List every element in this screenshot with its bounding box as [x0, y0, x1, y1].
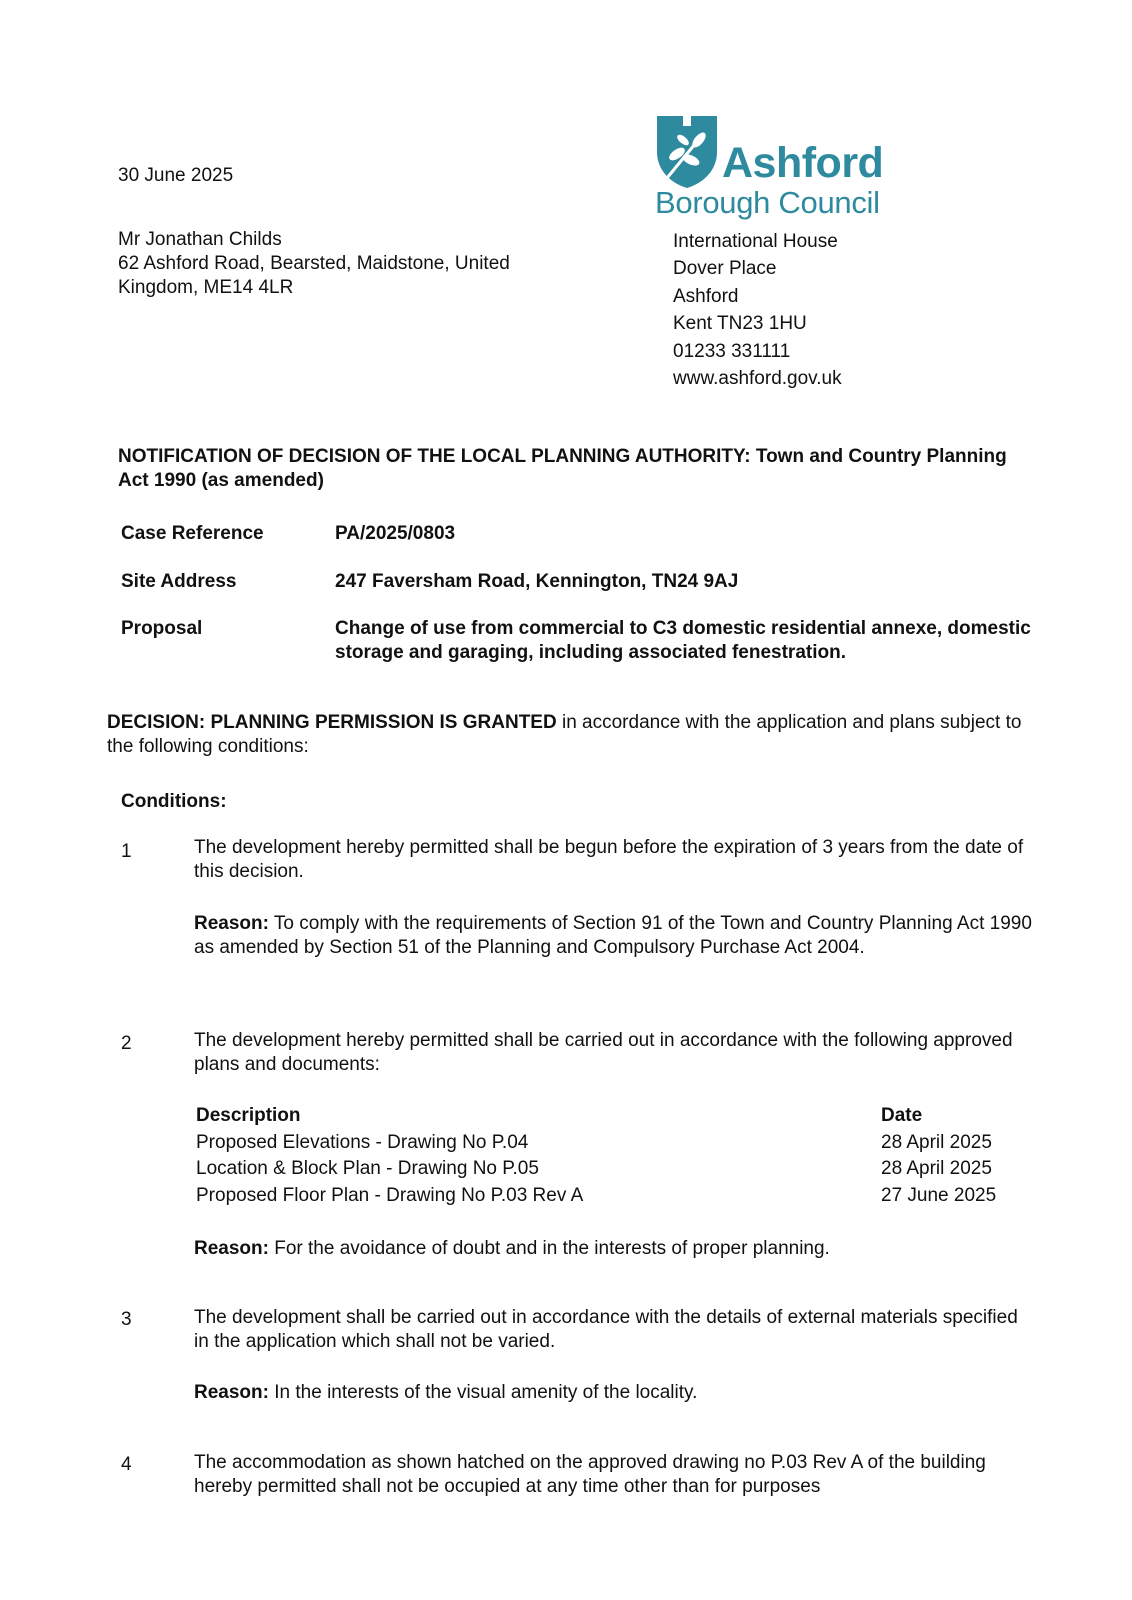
council-address-line: Dover Place	[673, 258, 777, 280]
council-phone: 01233 331111	[673, 340, 791, 362]
council-address	[673, 228, 842, 392]
table-header-row	[196, 1104, 1016, 1131]
proposal-value: Change of use from commercial to C3 domestic residential annexe, domestic storage and garaging, including associated fenestration.	[335, 618, 1031, 663]
table-row	[196, 1131, 1016, 1158]
decision-rest: in accordance with the application and plans subject to the following conditions:	[107, 712, 1022, 757]
reason-text: To comply with the requirements of Section 91 of the Town and Country Planning Act 1990 as amended by Section 51 of the Planning and Compulsory Purchase Act 2004.	[194, 913, 1032, 958]
recipient-address-line-1: 62 Ashford Road, Bearsted, Maidstone, United	[118, 253, 510, 274]
conditions-title: Conditions:	[121, 791, 227, 812]
condition-number: 2	[121, 1033, 132, 1054]
recipient-block	[118, 228, 578, 300]
condition-number: 3	[121, 1309, 132, 1330]
reason-label: Reason:	[194, 913, 269, 934]
approved-plans-table	[196, 1104, 1016, 1210]
decision-bold: DECISION: PLANNING PERMISSION IS GRANTED	[107, 712, 557, 733]
condition-text: The development shall be carried out in accordance with the details of external materials specified in the application which shall not be varied.	[194, 1307, 1018, 1352]
condition-number: 4	[121, 1454, 132, 1475]
condition-text: The development hereby permitted shall be carried out in accordance with the following approved plans and documents:	[194, 1030, 1013, 1075]
recipient-address-line-2: Kingdom, ME14 4LR	[118, 277, 294, 298]
plan-date: 28 April 2025	[881, 1158, 992, 1179]
plan-date: 28 April 2025	[881, 1131, 992, 1153]
reason-text: In the interests of the visual amenity of the locality.	[268, 1382, 698, 1403]
council-website: www.ashford.gov.uk	[673, 368, 842, 390]
table-row	[196, 1184, 1016, 1211]
plan-description: Location & Block Plan - Drawing No P.05	[196, 1158, 539, 1179]
council-logo	[655, 114, 900, 224]
condition-reason	[194, 912, 1034, 960]
column-header-description: Description	[196, 1105, 301, 1126]
decision-statement	[107, 711, 1042, 759]
council-address-line: Ashford	[673, 285, 739, 307]
letter-date: 30 June 2025	[118, 165, 234, 186]
condition-number: 1	[121, 841, 132, 862]
column-header-date: Date	[881, 1105, 923, 1126]
recipient-name: Mr Jonathan Childs	[118, 229, 282, 250]
table-row	[196, 1157, 1016, 1184]
plan-date: 27 June 2025	[881, 1184, 997, 1206]
reason-label: Reason:	[194, 1238, 269, 1259]
condition-reason	[194, 1381, 1034, 1405]
notice-heading: NOTIFICATION OF DECISION OF THE LOCAL PLANNING AUTHORITY: Town and Country Planning Act 1990 (as amended)	[118, 446, 1007, 491]
council-address-line: Kent TN23 1HU	[673, 313, 807, 335]
logo-subtitle: Borough Council	[655, 185, 880, 220]
plan-description: Proposed Floor Plan - Drawing No P.03 Rev A	[196, 1184, 584, 1206]
reason-label: Reason:	[194, 1382, 269, 1403]
plan-description: Proposed Elevations - Drawing No P.04	[196, 1131, 529, 1153]
case-reference-value: PA/2025/0803	[335, 523, 456, 544]
shield-leaf-icon	[655, 114, 719, 190]
condition-reason	[194, 1237, 1034, 1261]
proposal-label: Proposal	[121, 618, 203, 639]
condition-text: The development hereby permitted shall be begun before the expiration of 3 years from the date of this decision.	[194, 837, 1024, 882]
site-address-value: 247 Faversham Road, Kennington, TN24 9AJ	[335, 571, 739, 592]
reason-text: For the avoidance of doubt and in the interests of proper planning.	[268, 1238, 830, 1259]
condition-text: The accommodation as shown hatched on the approved drawing no P.03 Rev A of the building hereby permitted shall not be occupied at any time other than for purposes	[194, 1452, 986, 1497]
site-address-label: Site Address	[121, 571, 237, 592]
council-address-line: International House	[673, 231, 838, 252]
case-reference-label: Case Reference	[121, 523, 264, 544]
logo-name: Ashford	[722, 139, 884, 187]
